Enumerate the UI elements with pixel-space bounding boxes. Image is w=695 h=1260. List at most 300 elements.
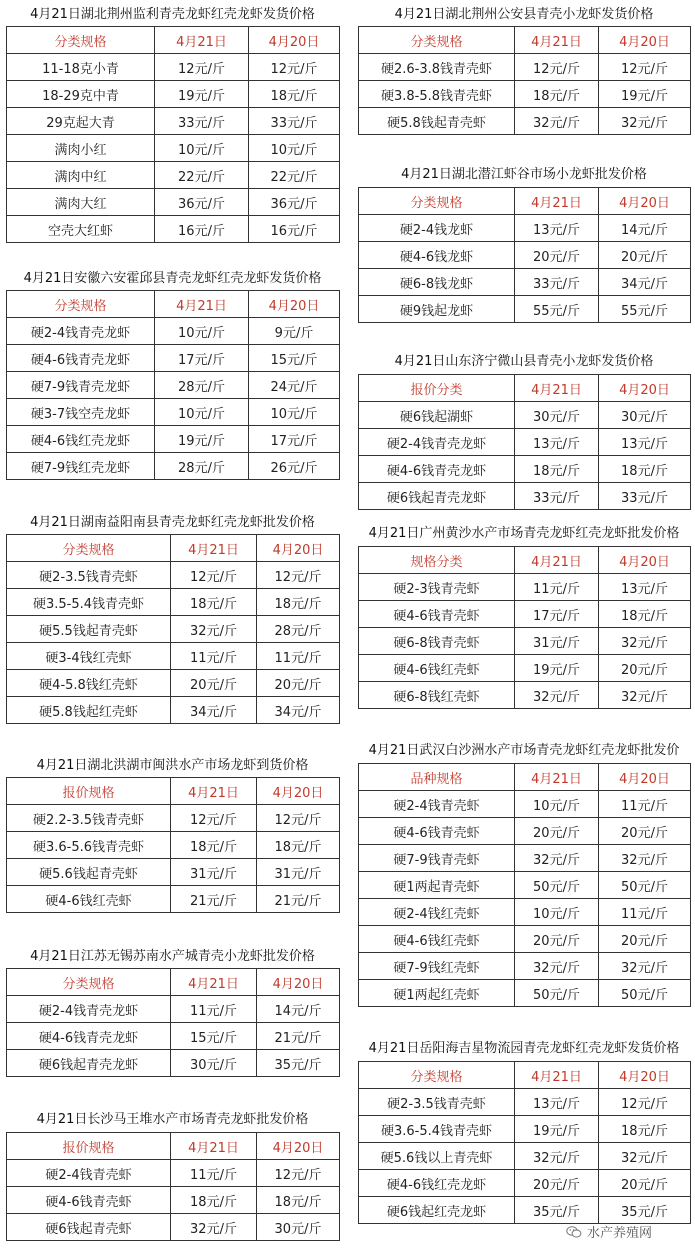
price-cell: 22元/斤	[249, 162, 340, 189]
price-cell: 32元/斤	[171, 1214, 257, 1241]
wechat-icon	[566, 1226, 582, 1238]
price-cell: 18元/斤	[249, 81, 340, 108]
table-row	[359, 215, 691, 242]
price-cell: 35元/斤	[515, 1197, 599, 1224]
table-row	[7, 589, 340, 616]
price-cell: 18元/斤	[257, 1187, 340, 1214]
price-cell: 32元/斤	[515, 1143, 599, 1170]
table-header-row	[7, 969, 340, 996]
column-header: 4月21日	[171, 535, 257, 562]
price-cell: 35元/斤	[257, 1050, 340, 1077]
price-cell: 16元/斤	[249, 216, 340, 243]
price-cell: 33元/斤	[155, 108, 249, 135]
spec-cell: 硬5.5钱起青壳虾	[7, 616, 171, 643]
spec-cell: 硬3.6-5.6钱青壳虾	[7, 832, 171, 859]
table-header-row	[359, 547, 691, 574]
price-cell: 13元/斤	[515, 215, 599, 242]
price-table	[358, 546, 691, 709]
table-row	[359, 574, 691, 601]
spec-cell: 满肉中红	[7, 162, 155, 189]
spec-cell: 硬3-4钱红壳虾	[7, 643, 171, 670]
price-cell: 18元/斤	[171, 589, 257, 616]
price-cell: 19元/斤	[599, 81, 691, 108]
table-row	[359, 54, 691, 81]
price-cell: 18元/斤	[599, 1116, 691, 1143]
price-cell: 10元/斤	[155, 318, 249, 345]
table-row	[359, 402, 691, 429]
price-cell: 36元/斤	[249, 189, 340, 216]
price-cell: 34元/斤	[599, 269, 691, 296]
table-row	[359, 682, 691, 709]
price-cell: 12元/斤	[257, 562, 340, 589]
spec-cell: 硬5.8钱起红壳虾	[7, 697, 171, 724]
price-cell: 11元/斤	[599, 899, 691, 926]
table-row	[359, 953, 691, 980]
table-row	[7, 996, 340, 1023]
column-header: 规格分类	[359, 547, 515, 574]
table-row	[359, 791, 691, 818]
table-row	[359, 456, 691, 483]
table-row	[7, 562, 340, 589]
price-cell: 12元/斤	[599, 54, 691, 81]
spec-cell: 满肉大红	[7, 189, 155, 216]
table-row	[359, 1089, 691, 1116]
column-header: 4月21日	[515, 375, 599, 402]
price-cell: 30元/斤	[257, 1214, 340, 1241]
table-header-row	[7, 1133, 340, 1160]
spec-cell: 硬2.6-3.8钱青壳虾	[359, 54, 515, 81]
table-header-row	[359, 764, 691, 791]
price-cell: 20元/斤	[515, 818, 599, 845]
price-cell: 11元/斤	[257, 643, 340, 670]
price-cell: 28元/斤	[155, 453, 249, 480]
price-cell: 20元/斤	[599, 926, 691, 953]
table-row	[359, 899, 691, 926]
table-row	[7, 318, 340, 345]
table-row	[7, 1160, 340, 1187]
price-cell: 32元/斤	[599, 845, 691, 872]
price-cell: 21元/斤	[171, 886, 257, 913]
price-cell: 19元/斤	[155, 81, 249, 108]
table-row	[7, 1187, 340, 1214]
column-header: 报价规格	[7, 1133, 171, 1160]
spec-cell: 满肉小红	[7, 135, 155, 162]
price-table	[358, 187, 691, 323]
price-cell: 21元/斤	[257, 1023, 340, 1050]
table-row	[7, 216, 340, 243]
spec-cell: 硬2-4钱龙虾	[359, 215, 515, 242]
price-cell: 18元/斤	[257, 589, 340, 616]
price-cell: 32元/斤	[599, 108, 691, 135]
spec-cell: 硬6钱起青壳龙虾	[7, 1050, 171, 1077]
spec-cell: 硬4-6钱红壳龙虾	[359, 1170, 515, 1197]
column-header: 4月21日	[515, 1062, 599, 1089]
table-header-row	[7, 778, 340, 805]
spec-cell: 硬7-9钱红壳龙虾	[7, 453, 155, 480]
table-row	[7, 54, 340, 81]
price-cell: 18元/斤	[599, 601, 691, 628]
price-table	[358, 763, 691, 1007]
column-header: 4月21日	[515, 764, 599, 791]
column-header: 4月20日	[249, 27, 340, 54]
table-row	[359, 872, 691, 899]
column-header: 4月21日	[515, 547, 599, 574]
price-cell: 32元/斤	[515, 845, 599, 872]
spec-cell: 硬4-6钱红壳虾	[7, 886, 171, 913]
price-cell: 20元/斤	[599, 818, 691, 845]
price-cell: 13元/斤	[599, 574, 691, 601]
price-cell: 17元/斤	[249, 426, 340, 453]
spec-cell: 硬2-3.5钱青壳虾	[359, 1089, 515, 1116]
spec-cell: 硬7-9钱青壳虾	[359, 845, 515, 872]
price-table	[358, 374, 691, 510]
column-header: 4月21日	[515, 27, 599, 54]
column-header: 4月21日	[171, 1133, 257, 1160]
price-cell: 14元/斤	[257, 996, 340, 1023]
spec-cell: 硬7-9钱红壳虾	[359, 953, 515, 980]
price-table	[6, 534, 340, 724]
column-header: 报价分类	[359, 375, 515, 402]
price-cell: 32元/斤	[599, 953, 691, 980]
table-title: 4月21日山东济宁微山县青壳小龙虾发货价格	[394, 354, 654, 369]
price-cell: 34元/斤	[171, 697, 257, 724]
table-row	[7, 189, 340, 216]
price-cell: 12元/斤	[257, 1160, 340, 1187]
table-title: 4月21日湖北潜江虾谷市场小龙虾批发价格	[401, 167, 647, 182]
table-title: 4月21日长沙马王堆水产市场青壳龙虾批发价格	[36, 1112, 309, 1127]
table-row	[7, 697, 340, 724]
price-cell: 28元/斤	[155, 372, 249, 399]
price-cell: 18元/斤	[599, 456, 691, 483]
price-cell: 32元/斤	[171, 616, 257, 643]
price-cell: 20元/斤	[599, 242, 691, 269]
table-title: 4月21日安徽六安霍邱县青壳龙虾红壳龙虾发货价格	[23, 271, 322, 286]
spec-cell: 11-18克小青	[7, 54, 155, 81]
price-cell: 12元/斤	[599, 1089, 691, 1116]
table-row	[7, 805, 340, 832]
price-cell: 20元/斤	[515, 242, 599, 269]
table-row	[7, 832, 340, 859]
price-cell: 19元/斤	[155, 426, 249, 453]
price-cell: 11元/斤	[515, 574, 599, 601]
price-cell: 10元/斤	[515, 899, 599, 926]
table-title: 4月21日湖北荆州公安县青壳小龙虾发货价格	[394, 7, 654, 22]
spec-cell: 硬4-6钱青壳龙虾	[359, 456, 515, 483]
watermark	[566, 1222, 652, 1241]
price-cell: 32元/斤	[599, 682, 691, 709]
spec-cell: 18-29克中青	[7, 81, 155, 108]
price-cell: 10元/斤	[249, 399, 340, 426]
spec-cell: 硬6钱起红壳龙虾	[359, 1197, 515, 1224]
table-row	[359, 1170, 691, 1197]
price-cell: 32元/斤	[599, 1143, 691, 1170]
price-cell: 13元/斤	[599, 429, 691, 456]
price-cell: 18元/斤	[515, 456, 599, 483]
spec-cell: 硬6钱起青壳虾	[7, 1214, 171, 1241]
spec-cell: 硬2-3.5钱青壳虾	[7, 562, 171, 589]
table-row	[7, 426, 340, 453]
column-header: 分类规格	[7, 27, 155, 54]
price-cell: 15元/斤	[249, 345, 340, 372]
price-cell: 20元/斤	[257, 670, 340, 697]
table-row	[359, 242, 691, 269]
price-cell: 9元/斤	[249, 318, 340, 345]
table-title: 4月21日岳阳海吉星物流园青壳龙虾红壳龙虾发货价格	[368, 1041, 680, 1056]
spec-cell: 硬4-6钱红壳龙虾	[7, 426, 155, 453]
table-title: 4月21日湖南益阳南县青壳龙虾红壳龙虾批发价格	[30, 515, 315, 530]
price-cell: 32元/斤	[515, 953, 599, 980]
column-header: 4月20日	[599, 764, 691, 791]
spec-cell: 硬2-4钱红壳虾	[359, 899, 515, 926]
price-cell: 17元/斤	[155, 345, 249, 372]
price-cell: 13元/斤	[515, 1089, 599, 1116]
table-row	[359, 601, 691, 628]
price-cell: 20元/斤	[515, 1170, 599, 1197]
spec-cell: 硬4-6钱青壳虾	[7, 1187, 171, 1214]
column-header: 报价规格	[7, 778, 171, 805]
spec-cell: 硬6-8钱龙虾	[359, 269, 515, 296]
table-row	[359, 845, 691, 872]
spec-cell: 硬3.6-5.4钱青壳虾	[359, 1116, 515, 1143]
spec-cell: 硬2-4钱青壳龙虾	[359, 429, 515, 456]
spec-cell: 硬2-4钱青壳虾	[359, 791, 515, 818]
price-cell: 16元/斤	[155, 216, 249, 243]
price-cell: 12元/斤	[257, 805, 340, 832]
table-row	[359, 980, 691, 1007]
column-header: 4月21日	[171, 778, 257, 805]
spec-cell: 硬6钱起青壳龙虾	[359, 483, 515, 510]
price-cell: 19元/斤	[515, 655, 599, 682]
spec-cell: 硬1两起青壳虾	[359, 872, 515, 899]
table-row	[7, 1023, 340, 1050]
table-row	[7, 453, 340, 480]
price-cell: 50元/斤	[515, 872, 599, 899]
price-cell: 12元/斤	[249, 54, 340, 81]
table-row	[7, 859, 340, 886]
price-cell: 20元/斤	[599, 1170, 691, 1197]
column-header: 4月20日	[599, 27, 691, 54]
table-row	[7, 616, 340, 643]
price-cell: 20元/斤	[171, 670, 257, 697]
price-cell: 31元/斤	[515, 628, 599, 655]
price-cell: 20元/斤	[515, 926, 599, 953]
column-header: 4月20日	[257, 1133, 340, 1160]
table-row	[7, 345, 340, 372]
price-cell: 11元/斤	[599, 791, 691, 818]
spec-cell: 硬2-4钱青壳虾	[7, 1160, 171, 1187]
spec-cell: 硬4-6钱青壳虾	[359, 818, 515, 845]
table-header-row	[359, 27, 691, 54]
price-cell: 33元/斤	[249, 108, 340, 135]
column-header: 4月20日	[257, 535, 340, 562]
price-cell: 18元/斤	[515, 81, 599, 108]
spec-cell: 硬1两起红壳虾	[359, 980, 515, 1007]
spec-cell: 29克起大青	[7, 108, 155, 135]
column-header: 分类规格	[359, 188, 515, 215]
column-header: 4月21日	[155, 291, 249, 318]
column-header: 4月20日	[599, 547, 691, 574]
price-cell: 36元/斤	[155, 189, 249, 216]
price-cell: 17元/斤	[515, 601, 599, 628]
table-header-row	[7, 535, 340, 562]
spec-cell: 硬5.6钱以上青壳虾	[359, 1143, 515, 1170]
spec-cell: 硬3.5-5.4钱青壳虾	[7, 589, 171, 616]
price-cell: 35元/斤	[599, 1197, 691, 1224]
spec-cell: 硬3-7钱空壳龙虾	[7, 399, 155, 426]
table-row	[359, 429, 691, 456]
spec-cell: 硬4-5.8钱红壳虾	[7, 670, 171, 697]
spec-cell: 硬9钱起龙虾	[359, 296, 515, 323]
table-row	[7, 108, 340, 135]
table-title: 4月21日江苏无锡苏南水产城青壳小龙虾批发价格	[30, 949, 315, 964]
price-cell: 22元/斤	[155, 162, 249, 189]
price-table	[6, 290, 340, 480]
price-cell: 11元/斤	[171, 996, 257, 1023]
price-cell: 32元/斤	[599, 628, 691, 655]
price-cell: 14元/斤	[599, 215, 691, 242]
price-cell: 11元/斤	[171, 1160, 257, 1187]
price-cell: 31元/斤	[171, 859, 257, 886]
price-cell: 19元/斤	[515, 1116, 599, 1143]
spec-cell: 硬2-4钱青壳龙虾	[7, 996, 171, 1023]
price-cell: 30元/斤	[515, 402, 599, 429]
table-header-row	[359, 375, 691, 402]
spec-cell: 硬4-6钱青壳虾	[359, 601, 515, 628]
price-cell: 10元/斤	[249, 135, 340, 162]
price-cell: 18元/斤	[171, 832, 257, 859]
price-cell: 12元/斤	[155, 54, 249, 81]
table-title: 4月21日湖北洪湖市闽洪水产市场龙虾到货价格	[36, 758, 309, 773]
table-row	[359, 296, 691, 323]
price-cell: 34元/斤	[257, 697, 340, 724]
table-title: 4月21日广州黄沙水产市场青壳龙虾红壳龙虾批发价格	[368, 526, 680, 541]
column-header: 4月21日	[171, 969, 257, 996]
table-title: 4月21日武汉白沙洲水产市场青壳龙虾红壳龙虾批发价	[368, 743, 680, 758]
price-cell: 50元/斤	[599, 980, 691, 1007]
price-cell: 10元/斤	[155, 399, 249, 426]
price-cell: 13元/斤	[515, 429, 599, 456]
price-table	[358, 26, 691, 135]
price-table	[6, 968, 340, 1077]
price-table	[6, 1132, 340, 1241]
column-header: 4月20日	[257, 778, 340, 805]
table-row	[7, 886, 340, 913]
price-cell: 15元/斤	[171, 1023, 257, 1050]
table-row	[359, 108, 691, 135]
table-row	[7, 1214, 340, 1241]
price-cell: 50元/斤	[515, 980, 599, 1007]
column-header: 品种规格	[359, 764, 515, 791]
price-cell: 33元/斤	[515, 269, 599, 296]
price-cell: 55元/斤	[599, 296, 691, 323]
column-header: 4月20日	[599, 188, 691, 215]
column-header: 4月20日	[599, 1062, 691, 1089]
table-row	[359, 818, 691, 845]
table-row	[7, 135, 340, 162]
spec-cell: 硬4-6钱龙虾	[359, 242, 515, 269]
table-row	[7, 670, 340, 697]
table-row	[7, 162, 340, 189]
spec-cell: 硬4-6钱青壳龙虾	[7, 1023, 171, 1050]
price-cell: 24元/斤	[249, 372, 340, 399]
column-header: 4月20日	[599, 375, 691, 402]
price-cell: 31元/斤	[257, 859, 340, 886]
table-row	[359, 926, 691, 953]
spec-cell: 硬3.8-5.8钱青壳虾	[359, 81, 515, 108]
table-row	[359, 1143, 691, 1170]
column-header: 4月20日	[249, 291, 340, 318]
price-cell: 12元/斤	[171, 562, 257, 589]
price-cell: 18元/斤	[257, 832, 340, 859]
table-header-row	[7, 291, 340, 318]
price-cell: 26元/斤	[249, 453, 340, 480]
price-cell: 18元/斤	[171, 1187, 257, 1214]
spec-cell: 硬4-6钱青壳龙虾	[7, 345, 155, 372]
price-cell: 21元/斤	[257, 886, 340, 913]
table-row	[7, 81, 340, 108]
spec-cell: 空壳大红虾	[7, 216, 155, 243]
spec-cell: 硬2.2-3.5钱青壳虾	[7, 805, 171, 832]
price-cell: 55元/斤	[515, 296, 599, 323]
table-row	[359, 483, 691, 510]
table-row	[359, 1197, 691, 1224]
price-cell: 50元/斤	[599, 872, 691, 899]
column-header: 分类规格	[7, 535, 171, 562]
column-header: 分类规格	[7, 291, 155, 318]
column-header: 4月21日	[515, 188, 599, 215]
table-row	[359, 1116, 691, 1143]
spec-cell: 硬2-4钱青壳龙虾	[7, 318, 155, 345]
spec-cell: 硬4-6钱红壳虾	[359, 655, 515, 682]
table-row	[7, 399, 340, 426]
spec-cell: 硬6-8钱青壳虾	[359, 628, 515, 655]
price-table	[358, 1061, 691, 1224]
price-cell: 11元/斤	[171, 643, 257, 670]
column-header: 4月20日	[257, 969, 340, 996]
table-row	[7, 643, 340, 670]
table-header-row	[359, 188, 691, 215]
price-cell: 12元/斤	[515, 54, 599, 81]
table-row	[359, 655, 691, 682]
price-cell: 30元/斤	[599, 402, 691, 429]
price-cell: 32元/斤	[515, 682, 599, 709]
price-cell: 10元/斤	[155, 135, 249, 162]
spec-cell: 硬4-6钱红壳虾	[359, 926, 515, 953]
price-cell: 33元/斤	[515, 483, 599, 510]
price-table	[6, 26, 340, 243]
table-row	[359, 81, 691, 108]
watermark-text: 水产养殖网	[587, 1226, 653, 1241]
spec-cell: 硬7-9钱青壳龙虾	[7, 372, 155, 399]
table-title: 4月21日湖北荆州监利青壳龙虾红壳龙虾发货价格	[30, 7, 315, 22]
table-row	[7, 1050, 340, 1077]
spec-cell: 硬5.6钱起青壳虾	[7, 859, 171, 886]
price-table	[6, 777, 340, 913]
price-cell: 12元/斤	[171, 805, 257, 832]
spec-cell: 硬6-8钱红壳虾	[359, 682, 515, 709]
table-row	[359, 269, 691, 296]
price-cell: 10元/斤	[515, 791, 599, 818]
price-cell: 28元/斤	[257, 616, 340, 643]
column-header: 分类规格	[359, 1062, 515, 1089]
table-row	[7, 372, 340, 399]
table-header-row	[359, 1062, 691, 1089]
table-row	[359, 628, 691, 655]
column-header: 分类规格	[7, 969, 171, 996]
spec-cell: 硬5.8钱起青壳虾	[359, 108, 515, 135]
table-header-row	[7, 27, 340, 54]
price-cell: 33元/斤	[599, 483, 691, 510]
